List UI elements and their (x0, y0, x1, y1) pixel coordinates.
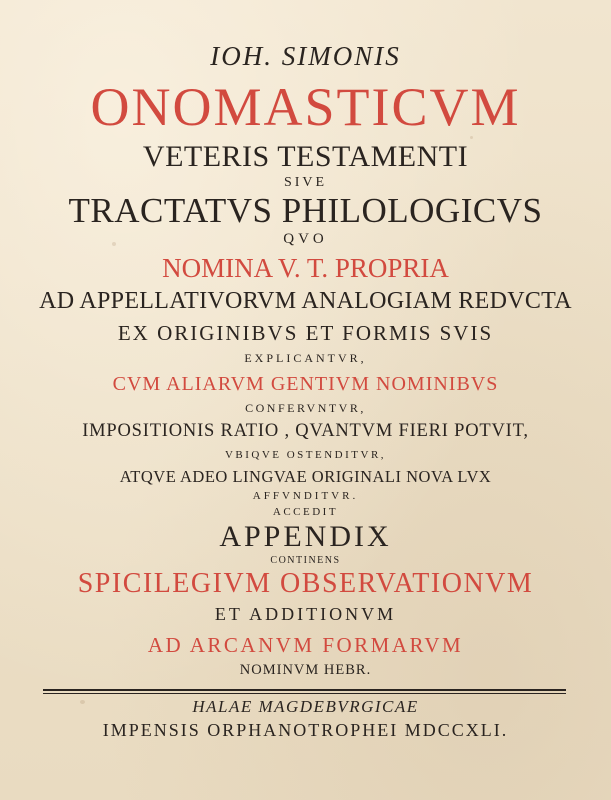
line-ad-arcanum: AD ARCANVM FORMARVM (147, 633, 464, 657)
line-explicantur: EXPLICANTVR, (244, 351, 367, 365)
line-conferuntur: CONFERVNTVR, (245, 401, 366, 415)
line-et-additionum: ET ADDITIONVM (214, 604, 397, 624)
author-name: IOH. SIMONIS (210, 41, 401, 71)
line-impositionis: IMPOSITIONIS RATIO , QVANTVM FIERI POTVIT, (82, 421, 529, 441)
line-ad-appellativorum: AD APPELLATIVORVM ANALOGIAM REDVCTA (39, 288, 572, 314)
word-quo: QVO (283, 231, 328, 247)
subtitle-tractatus: TRACTATVS PHILOLOGICVS (68, 191, 543, 230)
imprint-place: HALAE MAGDEBVRGICAE (192, 697, 419, 716)
imprint-rule-thin (43, 693, 566, 694)
line-nominum-hebr: NOMINVM HEBR. (239, 662, 372, 678)
line-cum-aliarum: CVM ALIARVM GENTIVM NOMINIBVS (112, 373, 499, 395)
subtitle-veteris: VETERIS TESTAMENTI (142, 140, 469, 173)
line-ubique: VBIQVE OSTENDITVR, (224, 449, 387, 461)
imprint-rule-thick (43, 689, 566, 691)
line-atque: ATQVE ADEO LINGVAE ORIGINALI NOVA LVX (119, 467, 492, 486)
word-sive: SIVE (283, 175, 328, 190)
line-nomina: NOMINA V. T. PROPRIA (162, 253, 449, 283)
line-accedit: ACCEDIT (272, 506, 339, 518)
imprint-publisher: IMPENSIS ORPHANOTROPHEI MDCCXLI. (102, 720, 509, 740)
line-appendix: APPENDIX (219, 520, 392, 553)
line-ex-originibus: EX ORIGINIBVS ET FORMIS SVIS (117, 321, 494, 345)
line-affunditur: AFFVNDITVR. (252, 490, 359, 502)
line-continens: CONTINENS (270, 555, 341, 566)
line-spicilegium: SPICILEGIVM OBSERVATIONVM (77, 568, 534, 599)
main-title: ONOMASTICVM (90, 77, 521, 137)
